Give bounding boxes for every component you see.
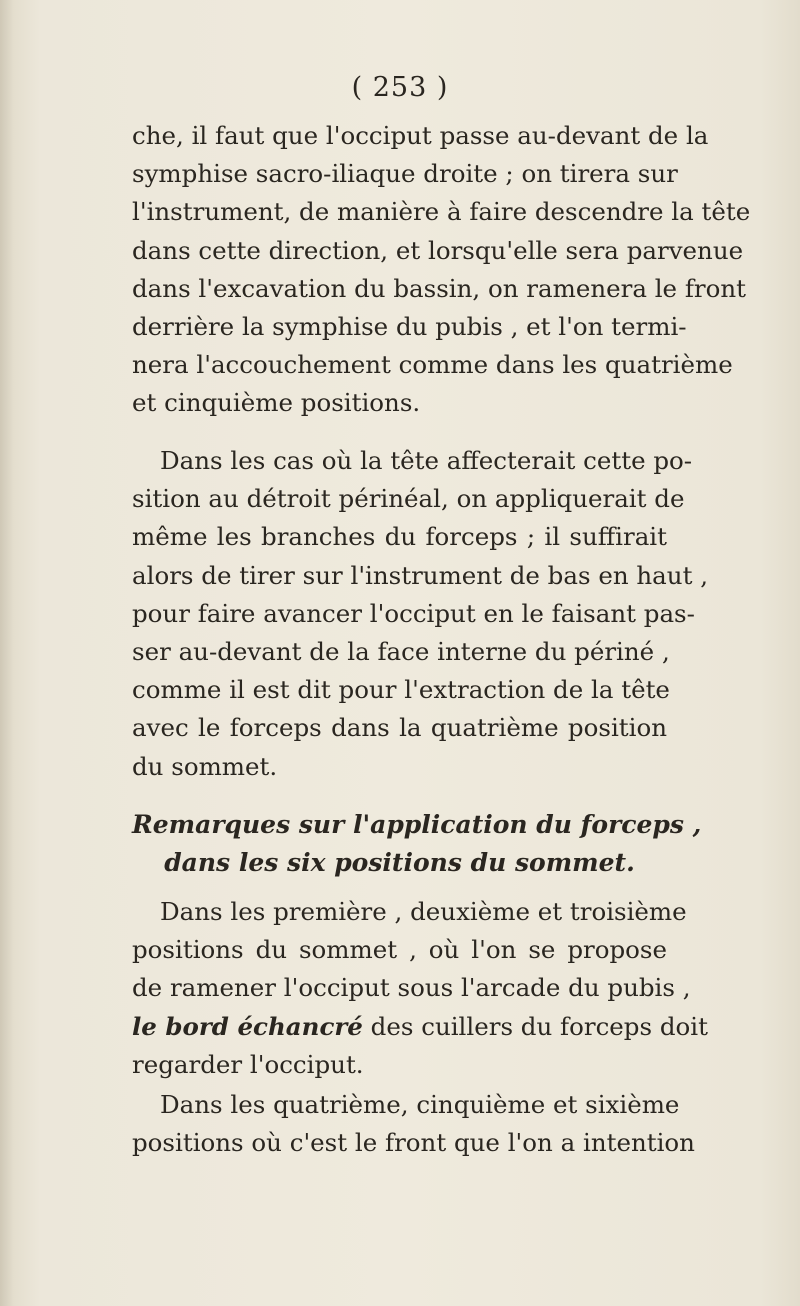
text-line: Dans les première , deuxième et troisième [160,897,687,926]
paragraph-continuation [132,117,751,423]
text-line: dans l'excavation du bassin, on ramenera le front [132,273,746,303]
text-line: comme il est dit pour l'extraction de la tête [132,675,670,705]
paragraph-perineal-position [132,442,708,786]
text-line: alors de tirer sur l'instrument de bas en haut , [132,560,708,590]
text-line: même les branches du forceps ; il suffirait [132,522,667,552]
text-segment: des cuillers du forceps doit [362,1011,708,1041]
page-number: ( 253 ) [351,72,449,103]
text-line: ser au-devant de la face interne du périné , [132,637,670,667]
text-line: dans cette direction, et lorsqu'elle sera parvenue [132,235,744,265]
text-line: pour faire avancer l'occiput en le faisant pas- [132,598,695,628]
text-line: Dans les quatrième, cinquième et sixième [160,1090,680,1119]
paragraph-later-positions [132,1086,695,1162]
text-line: positions où c'est le front que l'on a intention [132,1128,695,1158]
text-line: symphise sacro-iliaque droite ; on tirera sur [132,159,678,189]
text-line [132,1008,708,1046]
text-line: Dans les cas où la tête affecterait cette po- [160,446,693,475]
text-line: l'instrument, de manière à faire descendre la tête [132,197,751,227]
paragraph-first-positions [132,893,708,1084]
text-line: che, il faut que l'occiput passe au-devant de la [132,121,709,150]
text-line: derrière la symphise du pubis , et l'on termi- [132,312,687,342]
section-heading [132,806,702,882]
text-line: regarder l'occiput. [132,1049,364,1079]
text-line: sition au détroit périnéal, on appliquerait de [132,484,685,514]
text-line: de ramener l'occiput sous l'arcade du pubis , [132,973,691,1003]
text-line: avec le forceps dans la quatrième position [132,713,667,743]
text-line: du sommet. [132,751,278,781]
heading-line: dans les six positions du sommet. [164,848,635,877]
emphasis-text: le bord échancré [132,1011,363,1041]
text-line: et cinquième positions. [132,388,421,418]
heading-line: Remarques sur l'application du forceps , [132,810,702,839]
text-line: positions du sommet , où l'on se propose [132,935,667,965]
text-line: nera l'accouchement comme dans les quatrième [132,350,733,380]
